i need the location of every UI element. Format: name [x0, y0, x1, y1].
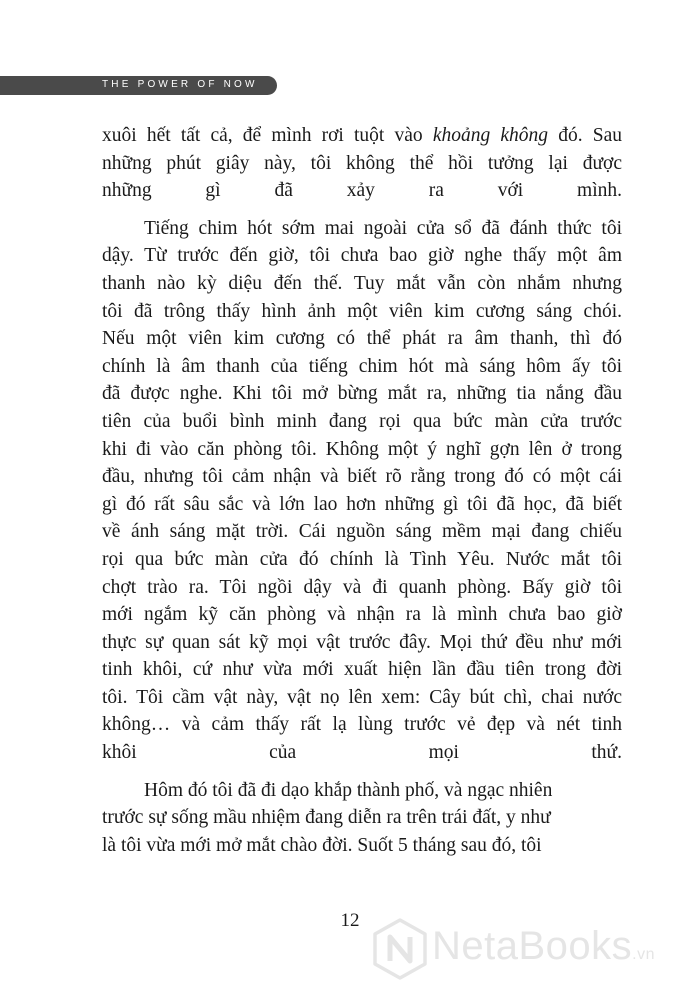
emphasis-text: khoảng không: [432, 125, 549, 146]
text-run: tinh khôi, cứ như vừa mới xuất hiện lần đầu tiên trong đời: [102, 659, 622, 681]
text-run: thực sự quan sát kỹ mọi vật trước đây. Mọi thứ đều như mới: [102, 631, 622, 653]
paragraph: [102, 215, 622, 767]
text-run: Nếu một viên kim cương có thể phát ra âm thanh, thì đó: [102, 328, 622, 350]
text-run: Hôm đó tôi đã đi dạo khắp thành phố, và ngạc nhiên: [144, 779, 553, 801]
text-run: chính là âm thanh của tiếng chim hót mà sáng hôm ấy tôi: [102, 355, 622, 377]
text-run: tôi. Tôi cầm vật này, vật nọ lên xem: Cây bút chì, chai nước: [102, 686, 622, 708]
text-run: về ánh sáng mặt trời. Cái nguồn sáng mềm mại đang chiếu: [102, 521, 622, 543]
text-run: trước sự sống mầu nhiệm đang diễn ra trên trái đất, y như: [102, 807, 551, 829]
text-run: mới ngắm kỹ căn phòng và nhận ra là mình chưa bao giờ: [102, 604, 622, 626]
text-run: đó. Sau: [548, 125, 623, 146]
text-run: đầu, nhưng tôi cảm nhận và biết rõ rằng trong đó có một cái: [102, 466, 622, 488]
text-run: không… và cảm thấy rất lạ lùng trước vẻ đẹp và nét tinh: [102, 714, 622, 736]
text-run: dậy. Từ trước đến giờ, tôi chưa bao giờ nghe thấy một âm: [102, 245, 622, 267]
text-run: xuôi hết tất cả, để mình rơi tuột vào: [102, 125, 433, 146]
watermark-text: NetaBooks.vn: [432, 924, 656, 968]
netabooks-n-logo-icon: [372, 918, 428, 980]
text-run: rọi qua bức màn cửa đó chính là Tình Yêu. Nước mắt tôi: [102, 548, 622, 570]
text-run: là tôi vừa mới mở mắt chào đời. Suốt 5 tháng sau đó, tôi: [102, 834, 542, 856]
text-run: khi đi vào căn phòng tôi. Không một ý nghĩ gợn lên ở trong: [102, 438, 622, 460]
running-header-bar: [0, 76, 277, 95]
paragraph: [102, 122, 622, 205]
paragraph: [102, 777, 622, 860]
text-run: những gì đã xảy ra với mình.: [102, 180, 622, 202]
text-run: khôi của mọi thứ.: [102, 742, 622, 764]
text-run: những phút giây này, tôi không thể hồi tưởng lại được: [102, 152, 622, 174]
text-run: tôi đã trông thấy hình ảnh một viên kim cương sáng chói.: [102, 300, 622, 322]
page-number: 12: [340, 910, 360, 931]
watermark-suffix: .vn: [632, 946, 656, 963]
text-run: tiên của buổi bình minh đang rọi qua bức màn cửa trước: [102, 410, 622, 432]
text-run: thanh nào kỳ diệu đến thế. Tuy mắt vẫn còn nhắm nhưng: [102, 272, 622, 294]
page-body: [102, 122, 622, 869]
text-run: chợt trào ra. Tôi ngồi dậy và đi quanh phòng. Bấy giờ tôi: [102, 576, 622, 598]
watermark: [372, 918, 692, 984]
text-run: Tiếng chim hót sớm mai ngoài cửa sổ đã đánh thức tôi: [144, 217, 622, 239]
running-title: THE POWER OF NOW: [102, 79, 258, 90]
text-run: gì đó rất sâu sắc và lớn lao hơn những gì tôi đã học, đã biết: [102, 493, 622, 515]
text-run: đã được nghe. Khi tôi mở bừng mắt ra, những tia nắng đầu: [102, 383, 622, 405]
